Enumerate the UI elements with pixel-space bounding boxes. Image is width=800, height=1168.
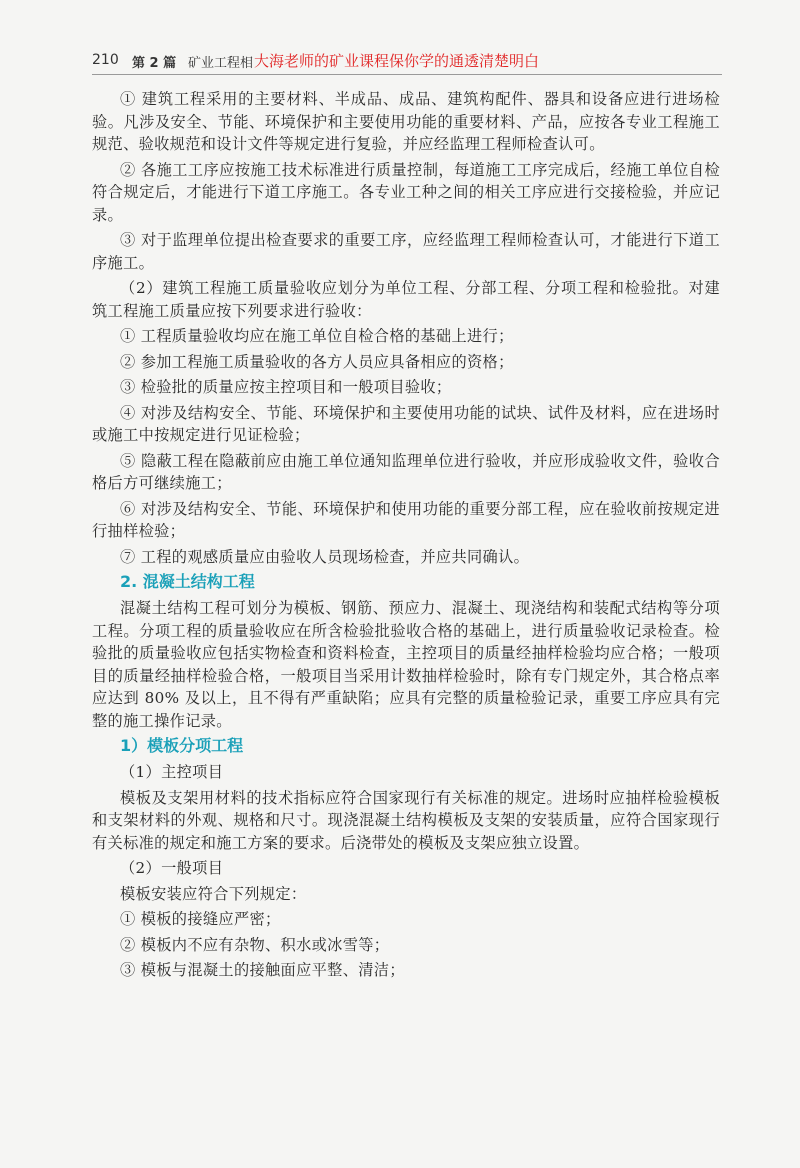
list-item: ① 模板的接缝应严密； bbox=[120, 910, 281, 928]
list-item: ① 工程质量验收均应在施工单位自检合格的基础上进行； bbox=[120, 327, 514, 345]
paragraph: 模板安装应符合下列规定： bbox=[120, 884, 307, 903]
paragraph: ② 各施工工序应按施工技术标准进行质量控制，每道施工工序完成后，经施工单位自检符合规定后，才能进行下道工序施工。各专业工种之间的相关工序应进行交接检验，并应记录。 bbox=[92, 160, 720, 224]
page-body bbox=[92, 88, 720, 985]
list-item: ⑤ 隐蔽工程在隐蔽前应由施工单位通知监理单位进行验收，并应形成验收文件，验收合格后方可继续施工； bbox=[92, 451, 720, 492]
header-rule bbox=[92, 74, 722, 75]
paragraph: ③ 对于监理单位提出检查要求的重要工序，应经监理工程师检查认可，才能进行下道工序施工。 bbox=[92, 231, 720, 272]
watermark-text: 大海老师的矿业课程保你学的通透清楚明白 bbox=[254, 52, 540, 70]
list-item: ⑦ 工程的观感质量应由验收人员现场检查，并应共同确认。 bbox=[120, 547, 530, 566]
paragraph: （2）建筑工程施工质量验收应划分为单位工程、分部工程、分项工程和检验批。对建筑工程施工质量应按下列要求进行验收： bbox=[92, 279, 720, 320]
list-item: ② 模板内不应有杂物、积水或冰雪等； bbox=[120, 935, 390, 954]
list-item: ② 参加工程施工质量验收的各方人员应具备相应的资格； bbox=[120, 352, 514, 371]
page-header bbox=[92, 50, 722, 74]
item-heading: （2）一般项目 bbox=[120, 859, 224, 877]
list-item: ③ 模板与混凝土的接触面应平整、清洁； bbox=[120, 961, 405, 979]
subsection-heading: 1）模板分项工程 bbox=[120, 736, 244, 755]
chapter-label: 矿业工程相 bbox=[188, 56, 254, 71]
page-number: 210 bbox=[92, 52, 119, 68]
part-label: 第 2 篇 bbox=[132, 56, 177, 71]
list-item: ⑥ 对涉及结构安全、节能、环境保护和使用功能的重要分部工程，应在验收前按规定进行抽样检验； bbox=[92, 499, 720, 540]
section-heading: 2. 混凝土结构工程 bbox=[120, 572, 255, 591]
paragraph: 混凝土结构工程可划分为模板、钢筋、预应力、混凝土、现浇结构和装配式结构等分项工程。分项工程的质量验收应在所含检验批验收合格的基础上，进行质量验收记录检查。检验批的质量验收应包括实物检查和资料检查，主控项目的质量经抽样检验均应合格；一般项目的质量经抽样检验合格，一般项目当采用计数抽样检验时，除有专门规定外，其合格点率应达到 80% 及以上，且不得有严重缺陷；应具有完整的质量检验记录，重要工序应具有完整的施工操作记录。 bbox=[92, 599, 720, 730]
paragraph: ① 建筑工程采用的主要材料、半成品、成品、建筑构配件、器具和设备应进行进场检验。凡涉及安全、节能、环境保护和主要使用功能的重要材料、产品，应按各专业工程施工规范、验收规范和设计文件等规定进行复验，并应经监理工程师检查认可。 bbox=[92, 90, 720, 153]
list-item: ③ 检验批的质量应按主控项目和一般项目验收； bbox=[120, 378, 452, 396]
item-heading: （1）主控项目 bbox=[120, 763, 224, 781]
list-item: ④ 对涉及结构安全、节能、环境保护和主要使用功能的试块、试件及材料，应在进场时或施工中按规定进行见证检验； bbox=[92, 403, 720, 444]
paragraph: 模板及支架用材料的技术指标应符合国家现行有关标准的规定。进场时应抽样检验模板和支架材料的外观、规格和尺寸。现浇混凝土结构模板及支架的安装质量，应符合国家现行有关标准的规定和施工方案的要求。后浇带处的模板及支架应独立设置。 bbox=[92, 788, 720, 852]
